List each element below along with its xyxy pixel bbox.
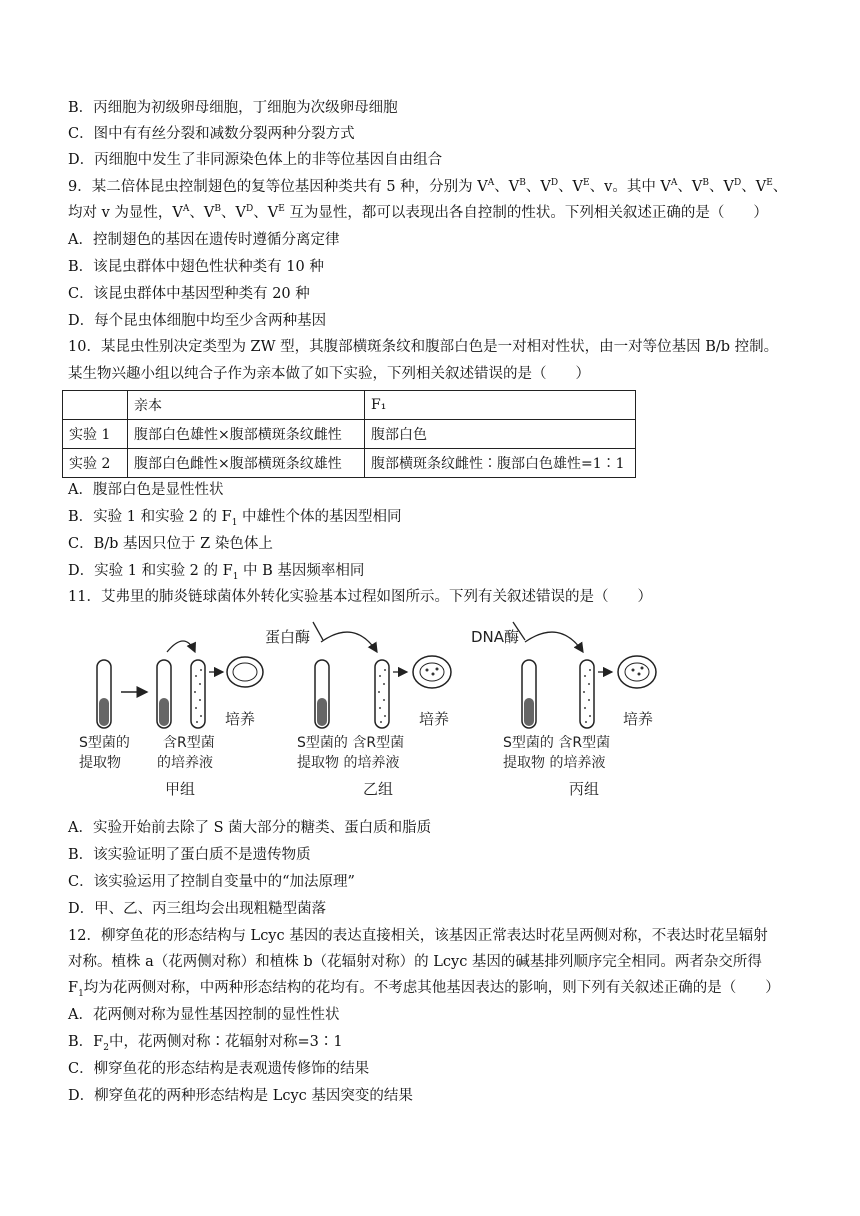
group-bing: [471, 622, 656, 798]
q10-option-a: A．腹部白色是显性性状: [68, 482, 224, 498]
q9-option-a: A．控制翅色的基因在遗传时遵循分离定律: [68, 232, 340, 248]
culture-label: 培养: [623, 710, 654, 728]
table-cell: 实验 2: [63, 449, 128, 478]
table-cell: 腹部白色: [365, 420, 636, 449]
bing-label-2: 提取物 的培养液: [503, 755, 606, 771]
petri-dish-inner: [420, 663, 444, 681]
culture-label: 培养: [419, 710, 450, 728]
petri-dish-inner: [625, 663, 649, 681]
yi-label-1: S型菌的 含R型菌: [297, 735, 405, 751]
dropper: [313, 622, 323, 640]
petri-dish: [227, 657, 263, 687]
culture-label: 培养: [225, 710, 256, 728]
bing-group-label: 丙组: [569, 780, 600, 798]
q8-option-c: C．图中有有丝分裂和减数分裂两种分裂方式: [68, 126, 355, 142]
r-culture-dots: [378, 669, 386, 723]
q10-option-c: C．B/b 基因只位于 Z 染色体上: [68, 536, 273, 552]
jia-group-label: 甲组: [165, 780, 196, 798]
jia-label-4: 的培养液: [157, 755, 213, 771]
table-row: [63, 420, 636, 449]
table-header-cell: F₁: [365, 391, 636, 420]
pour-arrow: [525, 632, 583, 652]
q12-option-a: A．花两侧对称为显性基因控制的显性性状: [68, 1007, 340, 1023]
s-extract-liquid: [99, 698, 109, 726]
yi-label-2: 提取物 的培养液: [297, 755, 400, 771]
r-culture-tube: [375, 660, 389, 728]
dnase-label: DNA酶: [471, 628, 520, 646]
bing-label-1: S型菌的 含R型菌: [503, 735, 611, 751]
petri-dish: [618, 656, 656, 688]
q12-stem-line-3: $F_1$均为花两侧对称，中两种形态结构的花均有。不考虑其他基因表达的影响，则下列有关叙述正确的是（ ）: [68, 980, 780, 999]
q9-option-c: C．该昆虫群体中基因型种类有 20 种: [68, 286, 310, 302]
q10-option-b: B．实验 1 和实验 2 的 $F_1$ 中雄性个体的基因型相同: [68, 509, 402, 528]
q9-stem-line-1: 9．某二倍体昆虫控制翅色的复等位基因种类共有 5 种，分别为 $V^A$、$V^B$、$V^D$、$V^E$、v。其中 $V^A$、$V^B$、$V^D$、$V^E$、: [68, 178, 788, 195]
q10-stem-line-1: 10．某昆虫性别决定类型为 ZW 型，其腹部横斑条纹和腹部白色是一对相对性状，由一对等位基因 B/b 控制。: [68, 339, 779, 355]
table-row: [63, 449, 636, 478]
table-header-cell: [63, 391, 128, 420]
q10-stem-line-2: 某生物兴趣小组以纯合子作为亲本做了如下实验，下列相关叙述错误的是（ ）: [68, 366, 590, 382]
colony-dots: [632, 667, 644, 676]
group-jia: [79, 641, 263, 798]
table-cell: 腹部白色雄性×腹部横斑条纹雌性: [128, 420, 365, 449]
jia-label-3: 含R型菌: [163, 735, 215, 751]
q12-option-b: B．$F_2$中，花两侧对称∶花辐射对称=3∶1: [68, 1034, 343, 1053]
s-extract-liquid: [317, 698, 327, 726]
mix-liquid: [159, 698, 169, 726]
experiment-table: [62, 390, 636, 478]
q8-option-b: B．丙细胞为初级卵母细胞，丁细胞为次级卵母细胞: [68, 100, 398, 116]
table-header-cell: 亲本: [128, 391, 365, 420]
q11-option-a: A．实验开始前去除了 S 菌大部分的糖类、蛋白质和脂质: [68, 820, 432, 836]
petri-dish-inner: [233, 663, 257, 681]
q9-option-d: D．每个昆虫体细胞中均至少含两种基因: [68, 313, 327, 329]
table-cell: 腹部横斑条纹雌性∶腹部白色雄性=1∶1: [365, 449, 636, 478]
q8-option-d: D．丙细胞中发生了非同源染色体上的非等位基因自由组合: [68, 152, 443, 168]
r-culture-tube: [580, 660, 594, 728]
avery-transformation-figure: [75, 612, 675, 807]
q11-option-b: B．该实验证明了蛋白质不是遗传物质: [68, 847, 311, 863]
table-header-row: [63, 391, 636, 420]
r-culture-dots: [194, 669, 202, 723]
yi-group-label: 乙组: [363, 780, 394, 798]
s-extract-liquid: [524, 698, 534, 726]
r-culture-tube: [191, 660, 205, 728]
q11-option-d: D．甲、乙、丙三组均会出现粗糙型菌落: [68, 901, 327, 917]
q10-option-d: D．实验 1 和实验 2 的 $F_1$ 中 B 基因频率相同: [68, 563, 365, 582]
jia-label-1: S型菌的: [79, 735, 130, 751]
q9-option-b: B．该昆虫群体中翅色性状种类有 10 种: [68, 259, 324, 275]
q12-option-d: D．柳穿鱼花的两种形态结构是 Lcyc 基因突变的结果: [68, 1088, 413, 1104]
q11-stem: 11．艾弗里的肺炎链球菌体外转化实验基本过程如图所示。下列有关叙述错误的是（ ）: [68, 589, 652, 605]
petri-dish: [413, 656, 451, 688]
q11-option-c: C．该实验运用了控制自变量中的“加法原理”: [68, 874, 355, 890]
q12-stem-line-2: 对称。植株 a（花两侧对称）和植株 b（花辐射对称）的 Lcyc 基因的碱基排列顺序完全相同。两者杂交所得: [68, 954, 762, 970]
table-cell: 实验 1: [63, 420, 128, 449]
group-yi: [265, 622, 451, 798]
r-culture-dots: [583, 669, 591, 723]
colony-dots: [426, 668, 439, 676]
pour-arrow: [167, 641, 195, 652]
table-cell: 腹部白色雌性×腹部横斑条纹雄性: [128, 449, 365, 478]
q12-option-c: C．柳穿鱼花的形态结构是表观遗传修饰的结果: [68, 1061, 370, 1077]
q9-stem-line-2: 均对 v 为显性，$V^A$、$V^B$、$V^D$、$V^E$ 互为显性，都可以表现出各自控制的性状。下列相关叙述正确的是（ ）: [68, 204, 768, 221]
protease-label: 蛋白酶: [265, 628, 311, 646]
q12-stem-line-1: 12．柳穿鱼花的形态结构与 Lcyc 基因的表达直接相关，该基因正常表达时花呈两侧对称，不表达时花呈辐射: [68, 928, 768, 944]
jia-label-2: 提取物: [79, 755, 121, 771]
pour-arrow: [321, 632, 377, 652]
